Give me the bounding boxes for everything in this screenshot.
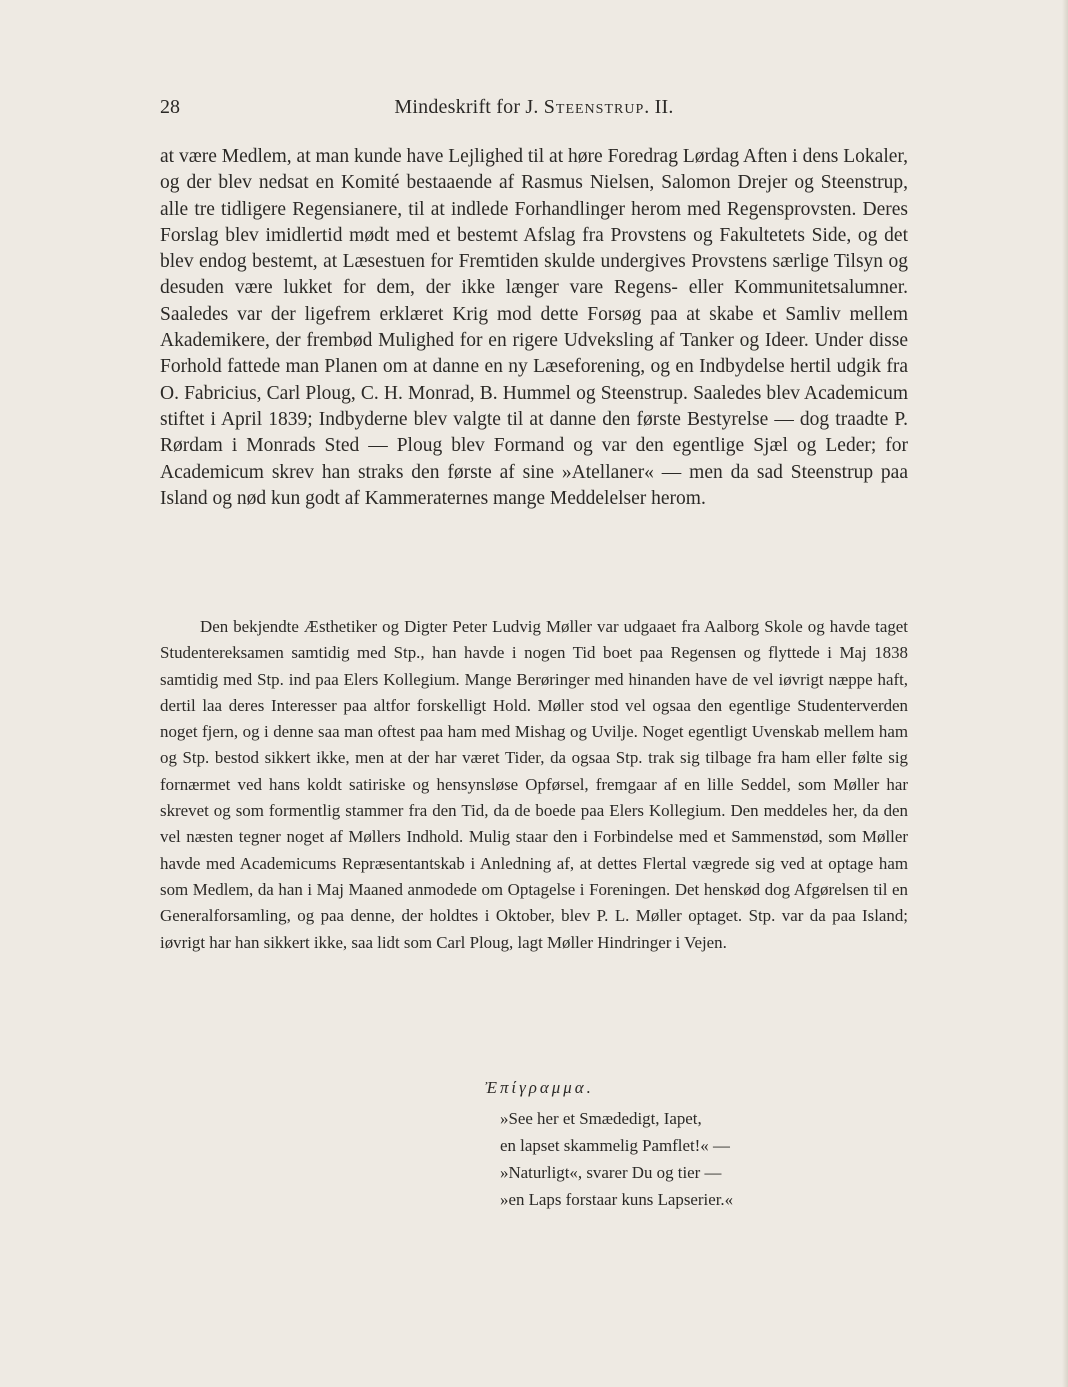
page-number: 28 <box>160 96 180 118</box>
main-text <box>160 144 908 512</box>
page-edge <box>1062 0 1068 1387</box>
epigram-line: en lapset skammelig Pamflet!« — <box>500 1136 730 1155</box>
running-title-suffix: . II. <box>644 96 674 118</box>
main-paragraph: at være Medlem, at man kunde have Lejlighed til at høre Foredrag Lørdag Aften i dens Lokaler, og der blev nedsat en Komité bestaaende af Rasmus Nielsen, Salomon Drejer og Steenstrup, alle tre tidligere Regensianere, til at indlede Forhandlinger herom med Regensprovsten. Deres Forslag blev imidlertid mødt med et bestemt Afslag fra Provstens og Fakultetets Side, og det blev endog bestemt, at Læsestuen for Fremtiden skulde undergives Provstens særlige Tilsyn og desuden være lukket for dem, der ikke længer vare Regens- eller Kommunitetsalumner. Saaledes var der ligefrem erklæret Krig mod dette Forsøg paa at skabe et Samliv mellem Akademikere, der frembød Mulighed for en rigere Udveksling af Tanker og Ideer. Under disse Forhold fattede man Planen om at danne en ny Læseforening, og en Indbydelse hertil udgik fra O. Fabricius, Carl Ploug, C. H. Monrad, B. Hummel og Steenstrup. Saaledes blev Academicum stiftet i April 1839; Indbyderne blev valgte til at danne den første Bestyrelse — dog traadte P. Rørdam i Monrads Sted — Ploug blev Formand og var den egentlige Sjæl og Leder; for Academicum skrev han straks den første af sine »Atellaner« — men da sad Steenstrup paa Island og nød kun godt af Kammeraternes mange Meddelelser herom. <box>160 146 908 509</box>
epigram-line: »See her et Smædedigt, Iapet, <box>500 1109 702 1128</box>
epigram-line: »en Laps forstaar kuns Lapserier.« <box>500 1190 734 1209</box>
epigram-title: Ἐπίγραμμα. <box>485 1078 594 1097</box>
running-title-name: Steenstrup <box>543 96 645 118</box>
note-paragraph: Den bekjendte Æsthetiker og Digter Peter Ludvig Møller var udgaaet fra Aalborg Skole og havde taget Studentereksamen samtidig med Stp., han havde i nogen Tid boet paa Regensen og flyttede i Maj 1838 samtidig med Stp. ind paa Elers Kollegium. Mange Berøringer med hinanden have de vel iøvrigt næppe haft, dertil laa deres Interesser paa altfor forskelligt Hold. Møller stod vel ogsaa den egentlige Studenterverden noget fjern, og i denne saa man oftest paa ham med Mishag og Uvilje. Noget egentligt Uvenskab mellem ham og Stp. bestod sikkert ikke, men at der har været Tider, da ogsaa Stp. trak sig tilbage fra ham eller følte sig fornærmet ved hans koldt satiriske og hensynsløse Opførsel, fremgaar af en lille Seddel, som Møller har skrevet og som formentlig stammer fra den Tid, da de boede paa Elers Kollegium. Den meddeles her, da den vel næsten tegner noget af Møllers Indhold. Mulig staar den i Forbindelse med et Sammenstød, som Møller havde med Academicums Repræsentantskab i Anledning af, at dettes Flertal vægrede sig ved at optage ham som Medlem, da han i Maj Maaned anmodede om Optagelse i Foreningen. Det henskød dog Afgørelsen til en Generalforsamling, og paa denne, der holdtes i Oktober, blev P. L. Møller optaget. Stp. var da paa Island; iøvrigt har han sikkert ikke, saa lidt som Carl Ploug, lagt Møller Hindringer i Vejen. <box>160 617 908 952</box>
epigram <box>485 1074 800 1213</box>
epigram-line: »Naturligt«, svarer Du og tier — <box>500 1163 722 1182</box>
running-title <box>160 96 908 119</box>
note-block <box>160 614 908 956</box>
running-title-prefix: Mindeskrift for J. <box>394 96 539 118</box>
page-header <box>160 96 908 124</box>
